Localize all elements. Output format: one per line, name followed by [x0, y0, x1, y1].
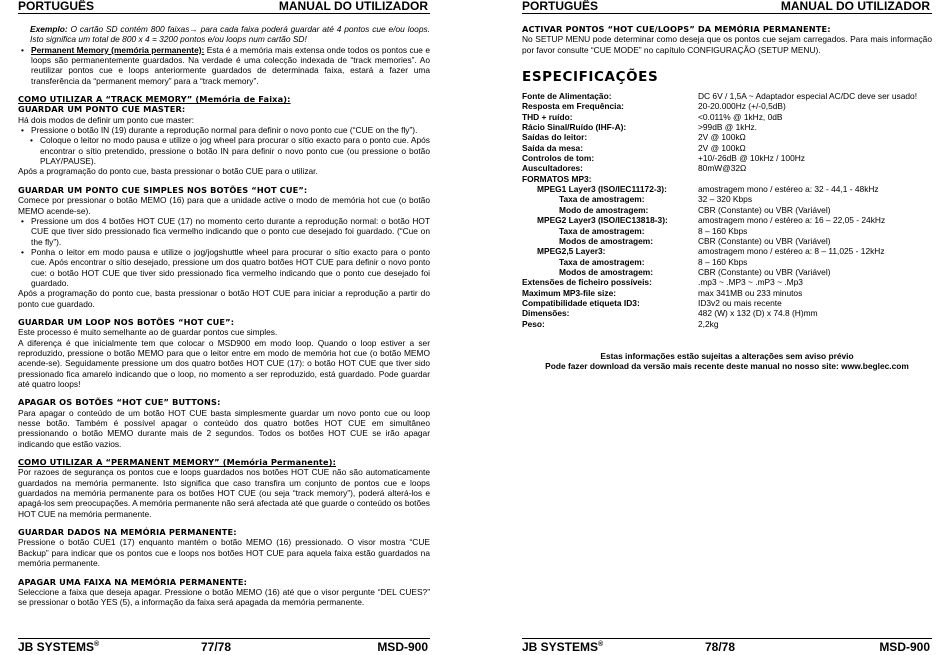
- spec-row: Modos de amostragem: CBR (Constante) ou VBR (Variável): [559, 266, 831, 277]
- paragraph: Há dois modos de definir um ponto cue master:: [18, 114, 194, 125]
- example-label: Exemplo:: [30, 24, 68, 34]
- download-notice-line: Pode fazer download da versão mais recente deste manual no nosso site: www.beglec.com: [545, 361, 909, 372]
- spec-row: Saída da mesa: 2V @ 100kΩ: [522, 142, 746, 153]
- paragraph: Comece por pressionar o botão MEMO (16) para que a unidade active o modo de memória hot cue (o botão MEMO acende-se).: [18, 195, 430, 216]
- spec-row: FORMATOS MP3:: [522, 173, 592, 184]
- example-text: O cartão SD contém 800 faixas→ para cada faixa poderá guardar até 4 pontos cue e/ou loops. Isto significa um total de 800 x 4 = 3200 pontos e/ou loops num cartão SD!: [30, 24, 430, 45]
- section-title-save-data: GUARDAR DADOS NA MEMÓRIA PERMANENTE:: [18, 527, 237, 538]
- spec-row: Extensões de ficheiro possíveis: .mp3 ~ .MP3 ~ .mP3 ~ .Mp3: [522, 277, 803, 288]
- list-item: • Pressione o botão IN (19) durante a reprodução normal para definir o novo ponto cue (“CUE on the fly”).: [18, 125, 430, 135]
- paragraph: Após a programação do ponto cue, basta pressionar o botão HOT CUE para iniciar a reprodução a partir do ponto cue guardado.: [18, 288, 430, 309]
- example-paragraph: [18, 24, 430, 45]
- header-language: PORTUGUÊS: [18, 0, 95, 13]
- paragraph: Para apagar o conteúdo de um botão HOT CUE basta simplesmente guardar um novo ponto cue ou loop nesse botão. Também é possível apagar o conteúdo dos quatro botões HOT CUE em simultâneo pressionando o botão MEMO durante mais de 2 segundos. Todos os botões HOT CUE se irão apagar indicando que estão vazios.: [18, 407, 430, 449]
- footer-page-number: 77/78: [201, 640, 232, 654]
- footer-brand: JB SYSTEMS®: [18, 640, 100, 654]
- section-title-track-memory: COMO UTILIZAR A “TRACK MEMORY” (Memória de Faixa):: [18, 94, 291, 105]
- page-header: [522, 0, 932, 14]
- spec-row: Fonte de Alimentação: DC 6V / 1,5A ~ Adaptador especial AC/DC deve ser usado!: [522, 91, 918, 102]
- specifications-title: ESPECIFICAÇÕES: [522, 69, 659, 86]
- header-title: MANUAL DO UTILIZADOR: [780, 0, 930, 13]
- spec-row: MPEG1 Layer3 (ISO/IEC11172-3): amostragem mono / estéreo a: 32 - 44,1 - 48kHz: [537, 184, 879, 195]
- section-title-hot-cue-loop: GUARDAR UM LOOP NOS BOTÕES “HOT CUE”:: [18, 316, 235, 327]
- section-title-activate: ACTIVAR PONTOS “HOT CUE/LOOPS” DA MEMÓRIA PERMANENTE:: [522, 24, 831, 34]
- spec-row: Taxa de amostragem: 32 – 320 Kbps: [559, 194, 753, 205]
- right-page: [522, 0, 932, 654]
- list-item: • Coloque o leitor no modo pausa e utilize o jog wheel para procurar o sítio exacto para o ponto cue. Após encontrar o sítio pretendido, pressione o botão IN para definir o novo ponto cue (ou pressione o botão PLAY/PAUSE).: [18, 135, 430, 166]
- footer-brand: JB SYSTEMS®: [522, 640, 604, 654]
- spec-row: Rácio Sinal/Ruído (IHF-A): >99dB @ 1kHz.: [522, 122, 758, 133]
- footer-page-number: 78/78: [705, 640, 736, 654]
- header-title: MANUAL DO UTILIZADOR: [278, 0, 428, 13]
- page-footer: [522, 638, 932, 655]
- spec-row: Modo de amostragem: CBR (Constante) ou VBR (Variável): [559, 204, 831, 215]
- spec-row: Maximum MP3-file size: max 341MB ou 233 minutos: [522, 287, 803, 298]
- section-title-permanent-memory: COMO UTILIZAR A “PERMANENT MEMORY” (Memória Permanente):: [18, 457, 337, 468]
- specifications-list: [522, 91, 932, 329]
- spec-row: Saídas do leitor: 2V @ 100kΩ: [522, 132, 746, 143]
- list-item: • Ponha o leitor em modo pausa e utilize o jog/jogshuttle wheel para procurar o sítio exacto para o ponto cue. Após encontrar o sítio desejado, pressione um dos quatro botões HOT CUE para definir o novo ponto cue: o botão HOT CUE que tiver sido pressionado fica vermelho indicando que o ponto cue desejado foi guardado.: [18, 247, 430, 288]
- permanent-memory-label: Permanent Memory (memória permanente):: [31, 44, 205, 55]
- subsection-title-cue-master: GUARDAR UM PONTO CUE MASTER:: [18, 104, 186, 115]
- spec-row: Controlos de tom: +10/-26dB @ 10kHz / 100Hz: [522, 153, 805, 164]
- right-page-body: [522, 24, 932, 372]
- left-page: [18, 0, 430, 654]
- spec-row: Auscultadores: 80mW@32Ω: [522, 163, 747, 174]
- permanent-memory-text: Esta é a memória mais extensa onde todos os pontos cue e loops são permanentemente guardados. Na verdade é uma colecção indexada de “track memories”. Ao reutilizar pontos cue e loops anteriormente guardados de determinada faixa, estará a fazer uma transferência da “permanent memory” para a “track memory”.: [31, 44, 431, 86]
- notice-line: Estas informações estão sujeitas a alterações sem aviso prévio: [600, 350, 854, 361]
- spec-row: Taxa de amostragem: 8 – 160 Kbps: [559, 225, 748, 236]
- spec-row: Peso: 2,2kg: [522, 318, 719, 329]
- list-item: • Pressione um dos 4 botões HOT CUE (17) no momento certo durante a reprodução normal: o botão HOT CUE que tiver sido pressionado fica vermelho indicando que o ponto cue desejado foi guardado. (“Cue on the fly”).: [18, 216, 430, 247]
- paragraph: Após a programação do ponto cue, basta pressionar o botão CUE para o utilizar.: [18, 166, 318, 177]
- spec-row: Resposta em Frequência: 20-20.000Hz (+/-0,5dB): [522, 101, 786, 112]
- paragraph: Por razoes de segurança os pontos cue e loops guardados nos botões HOT CUE não são automaticamente guardados na memória permanente. Isto significa que caso transfira um conjunto de pontos cue e loops guardados na memória permanente para os botões HOT CUE (ou seja “track memory”), poderá alterá-los e apagá-los sem preocupações. A memória permanente não será afectada até que guarde o conteúdo os botões HOT CUE na memória permanente.: [18, 467, 430, 519]
- paragraph: Pressione o botão CUE1 (17) enquanto mantém o botão MEMO (16) pressionado. O visor mostra “CUE Backup” para indicar que os pontos cue e loops nos botões HOT CUE para aquela faixa estão guardados na memória permanente.: [18, 537, 430, 569]
- paragraph: No SETUP MENU pode determinar como deseja que os pontos cue sejam carregados. Para mais informação por favor consulte “CUE MODE” no capítulo CONFIGURAÇÃO (SETUP MENU).: [522, 34, 932, 55]
- spec-row: Modos de amostragem: CBR (Constante) ou VBR (Variável): [559, 235, 831, 246]
- paragraph: Este processo é muito semelhante ao de guardar pontos cue simples.: [18, 327, 278, 338]
- footer-model: MSD-900: [879, 640, 930, 654]
- section-title-erase-hot-cue: APAGAR OS BOTÕES “HOT CUE” BUTTONS:: [18, 397, 221, 408]
- section-title-erase-track: APAGAR UMA FAIXA NA MEMÓRIA PERMANENTE:: [18, 576, 248, 587]
- section-title-hot-cue-simple: GUARDAR UM PONTO CUE SIMPLES NOS BOTÕES “HOT CUE”:: [18, 184, 308, 195]
- left-page-body: [18, 24, 430, 608]
- paragraph: Seleccione a faixa que deseja apagar. Pressione o botão MEMO (16) até que o visor pergunte “DEL CUES?” se pressionar o botão YES (5), a informação da faixa será apagada da memória permanente.: [18, 586, 430, 608]
- page-footer: [18, 638, 430, 655]
- header-language: PORTUGUÊS: [522, 0, 599, 13]
- footer-model: MSD-900: [377, 640, 428, 654]
- page-header: [18, 0, 430, 14]
- spec-row: Dimensões: 482 (W) x 132 (D) x 74.8 (H)mm: [522, 308, 818, 319]
- spec-row: THD + ruído: <0.011% @ 1kHz, 0dB: [522, 111, 783, 122]
- paragraph: A diferença é que inicialmente tem que colocar o MSD900 em modo loop. Quando o loop estiver a ser reproduzido, pressione o botão MEMO para que o leitor entre em modo de memória hot cue (o botão MEMO acende-se). Seguidamente pressione um dos quatro botões HOT CUE (17): o botão HOT CUE que tiver sido pressionado fica amarelo indicando que o loop, no momento a ser reproduzido, está guardado. Pode guardar até quatro loops!: [18, 337, 430, 389]
- spec-row: Taxa de amostragem: 8 – 160 Kbps: [559, 256, 748, 267]
- permanent-memory-bullet: [18, 45, 430, 86]
- spec-row: MPEG2 Layer3 (ISO/IEC13818-3): amostragem mono / estéreo a: 16 – 22,05 - 24kHz: [537, 215, 886, 226]
- spec-row: Compatibilidade etiqueta ID3: ID3v2 ou mais recente: [522, 297, 782, 308]
- spec-row: MPEG2,5 Layer3: amostragem mono / estéreo a: 8 – 11,025 - 12kHz: [537, 246, 885, 257]
